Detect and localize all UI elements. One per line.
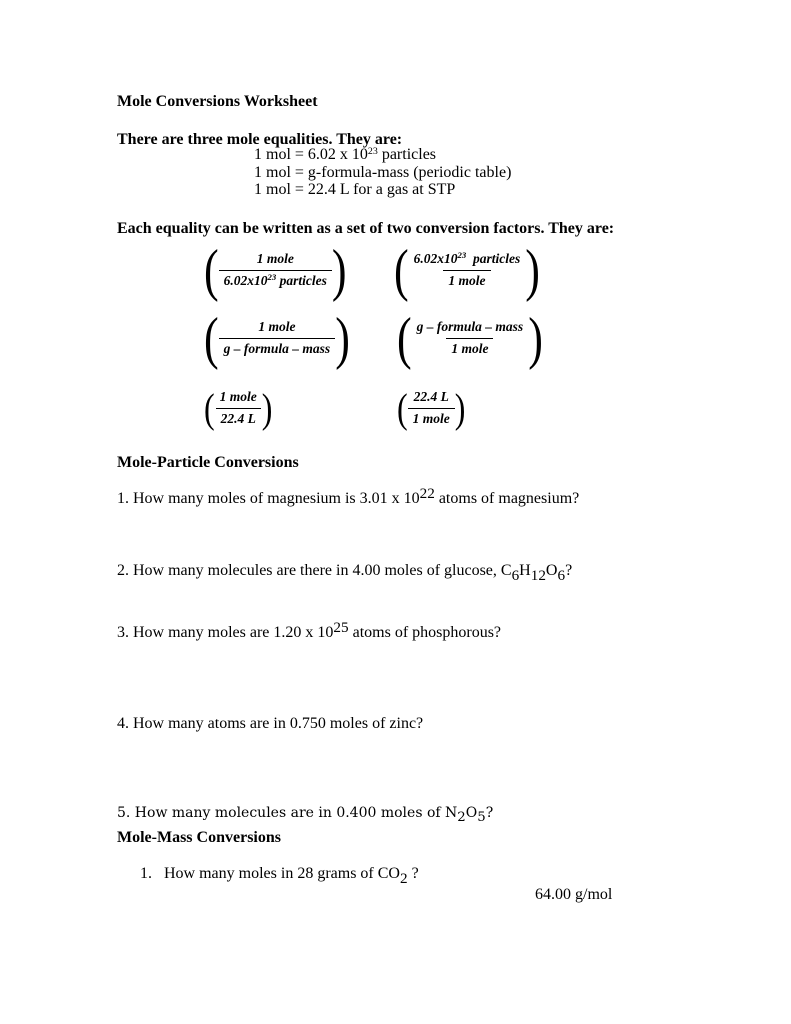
molar-mass-note: 64.00 g/mol (535, 886, 613, 903)
fraction-mole-per-particles (204, 237, 347, 303)
fraction-liters-per-mole (397, 384, 466, 431)
paren-close: ) (528, 305, 543, 371)
paren-close: ) (454, 384, 466, 431)
paren-open: ( (397, 305, 412, 371)
fraction-numerator: 1 mole (219, 389, 257, 404)
fraction-mole-per-gfm (204, 305, 350, 371)
paren-open: ( (397, 384, 408, 431)
question-3: 3. How many moles are 1.20 x $10^{25}$ atoms of phosphorous? (117, 618, 502, 641)
paren-open: ( (204, 305, 219, 371)
fraction-stack (412, 317, 529, 360)
question-4: 4. How many atoms are in 0.750 moles of zinc? (117, 715, 424, 732)
paren-close: ) (261, 384, 273, 431)
fraction-mole-per-liters (204, 384, 273, 431)
equalities-list (254, 146, 511, 199)
fraction-numerator: 1 mole (258, 319, 296, 334)
fraction-gfm-per-mole (397, 305, 543, 371)
fraction-numerator: 22.4 L (413, 389, 449, 404)
paren-close: ) (525, 237, 540, 303)
mole-mass-heading: Mole-Mass Conversions (117, 829, 281, 846)
fraction-denominator: g – formula – mass (219, 338, 336, 360)
paren-open: ( (394, 237, 409, 303)
fraction-stack (219, 249, 332, 292)
paren-close: ) (335, 305, 350, 371)
fraction-numerator: 1 mole (256, 251, 294, 266)
fraction-denominator: 1 mole (408, 408, 455, 430)
fraction-denominator: 22.4 L (216, 408, 261, 430)
equality-line-3: 1 mol = 22.4 L for a gas at STP (254, 181, 456, 198)
question-1: 1. How many moles of magnesium is 3.01 x $10^{22}$ atoms of magnesium? (117, 484, 580, 507)
fraction-stack (409, 249, 526, 292)
document-title: Mole Conversions Worksheet (117, 93, 318, 110)
fraction-stack (215, 387, 262, 430)
paren-close: ) (331, 237, 347, 303)
question-2: 2. How many molecules are there in 4.00 moles of glucose, $C_6H_{12}O_6$? (117, 562, 573, 584)
fraction-stack (408, 387, 455, 430)
paren-open: ( (204, 384, 215, 431)
equality-line-1: 1 mol = 6.02 x $10^{23}$ particles (254, 145, 437, 163)
fraction-numerator: g – formula – mass (416, 319, 524, 334)
fraction-denominator: 1 mole (443, 270, 490, 292)
paren-open: ( (204, 237, 219, 303)
fraction-denominator: 1 mole (446, 338, 493, 360)
mole-mass-question-1: 1. How many moles in 28 grams of $CO_2$ ? (140, 865, 419, 887)
equality-line-2: 1 mol = g-formula-mass (periodic table) (254, 163, 512, 181)
fraction-denominator: $6.02x10^{23}$ particles (219, 270, 332, 292)
equalities-heading: There are three mole equalities. They are: (117, 131, 403, 148)
fraction-particles-per-mole (394, 237, 540, 303)
mole-particle-heading: Mole-Particle Conversions (117, 454, 299, 471)
conversion-factors-heading: Each equality can be written as a set of two conversion factors. They are: (117, 220, 615, 237)
question-5: 5. How many molecules are in 0.400 moles of $N_2O_5$? (117, 805, 494, 825)
fraction-numerator: $6.02x10^{23}$ particles (413, 250, 521, 266)
fraction-stack (219, 317, 336, 360)
